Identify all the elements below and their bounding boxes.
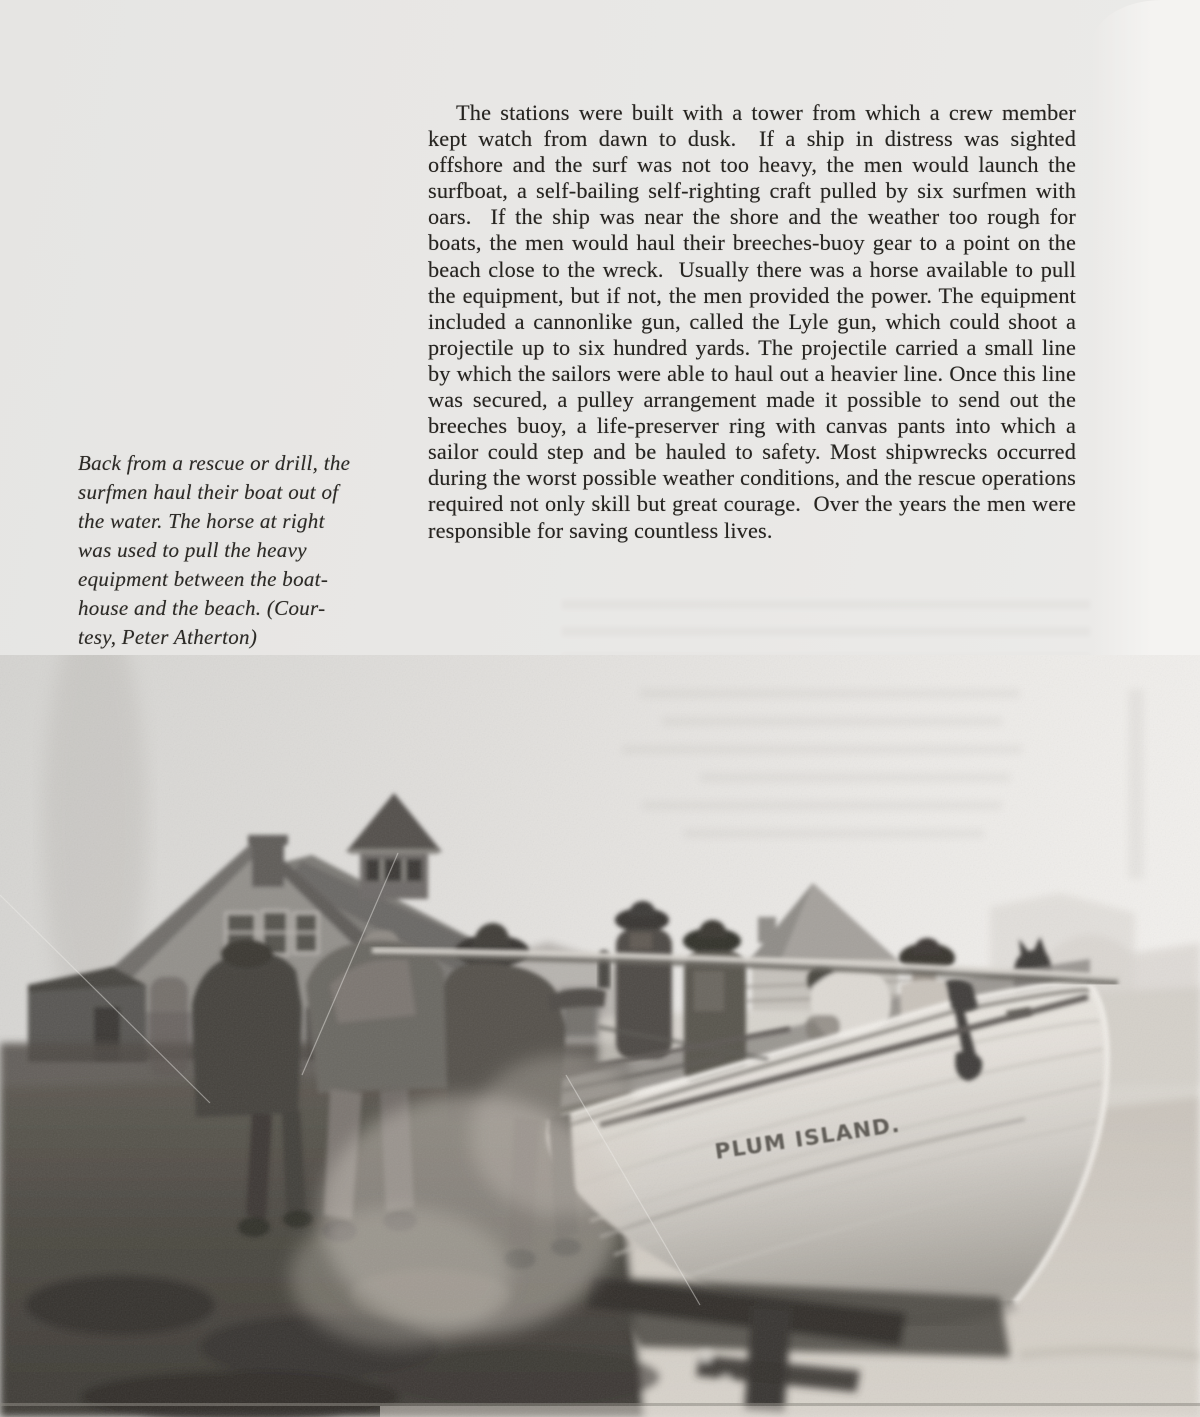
page-bleedthrough [562, 600, 1090, 656]
page-edge-highlight [1092, 0, 1200, 657]
photograph [0, 655, 1200, 1417]
body-paragraph: The stations were built with a tower from which a crew member kept watch from dawn to dusk. If a ship in distress was sighted offshore and the surf was not too heavy, the men would launch the surfboat, a self-bailing self-righting craft pulled by six surfmen with oars. If the ship was near the shore and the weather too rough for boats, the men would haul their breeches-buoy gear to a point on the beach close to the wreck. Usually there was a horse available to pull the equipment, but if not, the men provided the power. The equipment included a cannonlike gun, called the Lyle gun, which could shoot a projectile up to six hundred yards. The projectile carried a small line by which the sailors were able to haul out a heavier line. Once this line was secured, a pulley arrangement made it possible to send out the breeches buoy, a life-preserver ring with canvas pants into which a sailor could step and be hauled to safety. Most shipwrecks occurred during the worst possible weather conditions, and the rescue operations required not only skill but great courage. Over the years the men were responsible for saving countless lives. [428, 100, 1082, 543]
photo-illustration [0, 655, 1200, 1417]
photo-caption: Back from a rescue or drill, the surfmen haul their boat out of the water. The horse at right was used to pull the heavy equipment between the boat- house and the beach. (Cour- tesy, Peter Atherton) [78, 451, 351, 649]
grain-overlay [0, 655, 1200, 1417]
